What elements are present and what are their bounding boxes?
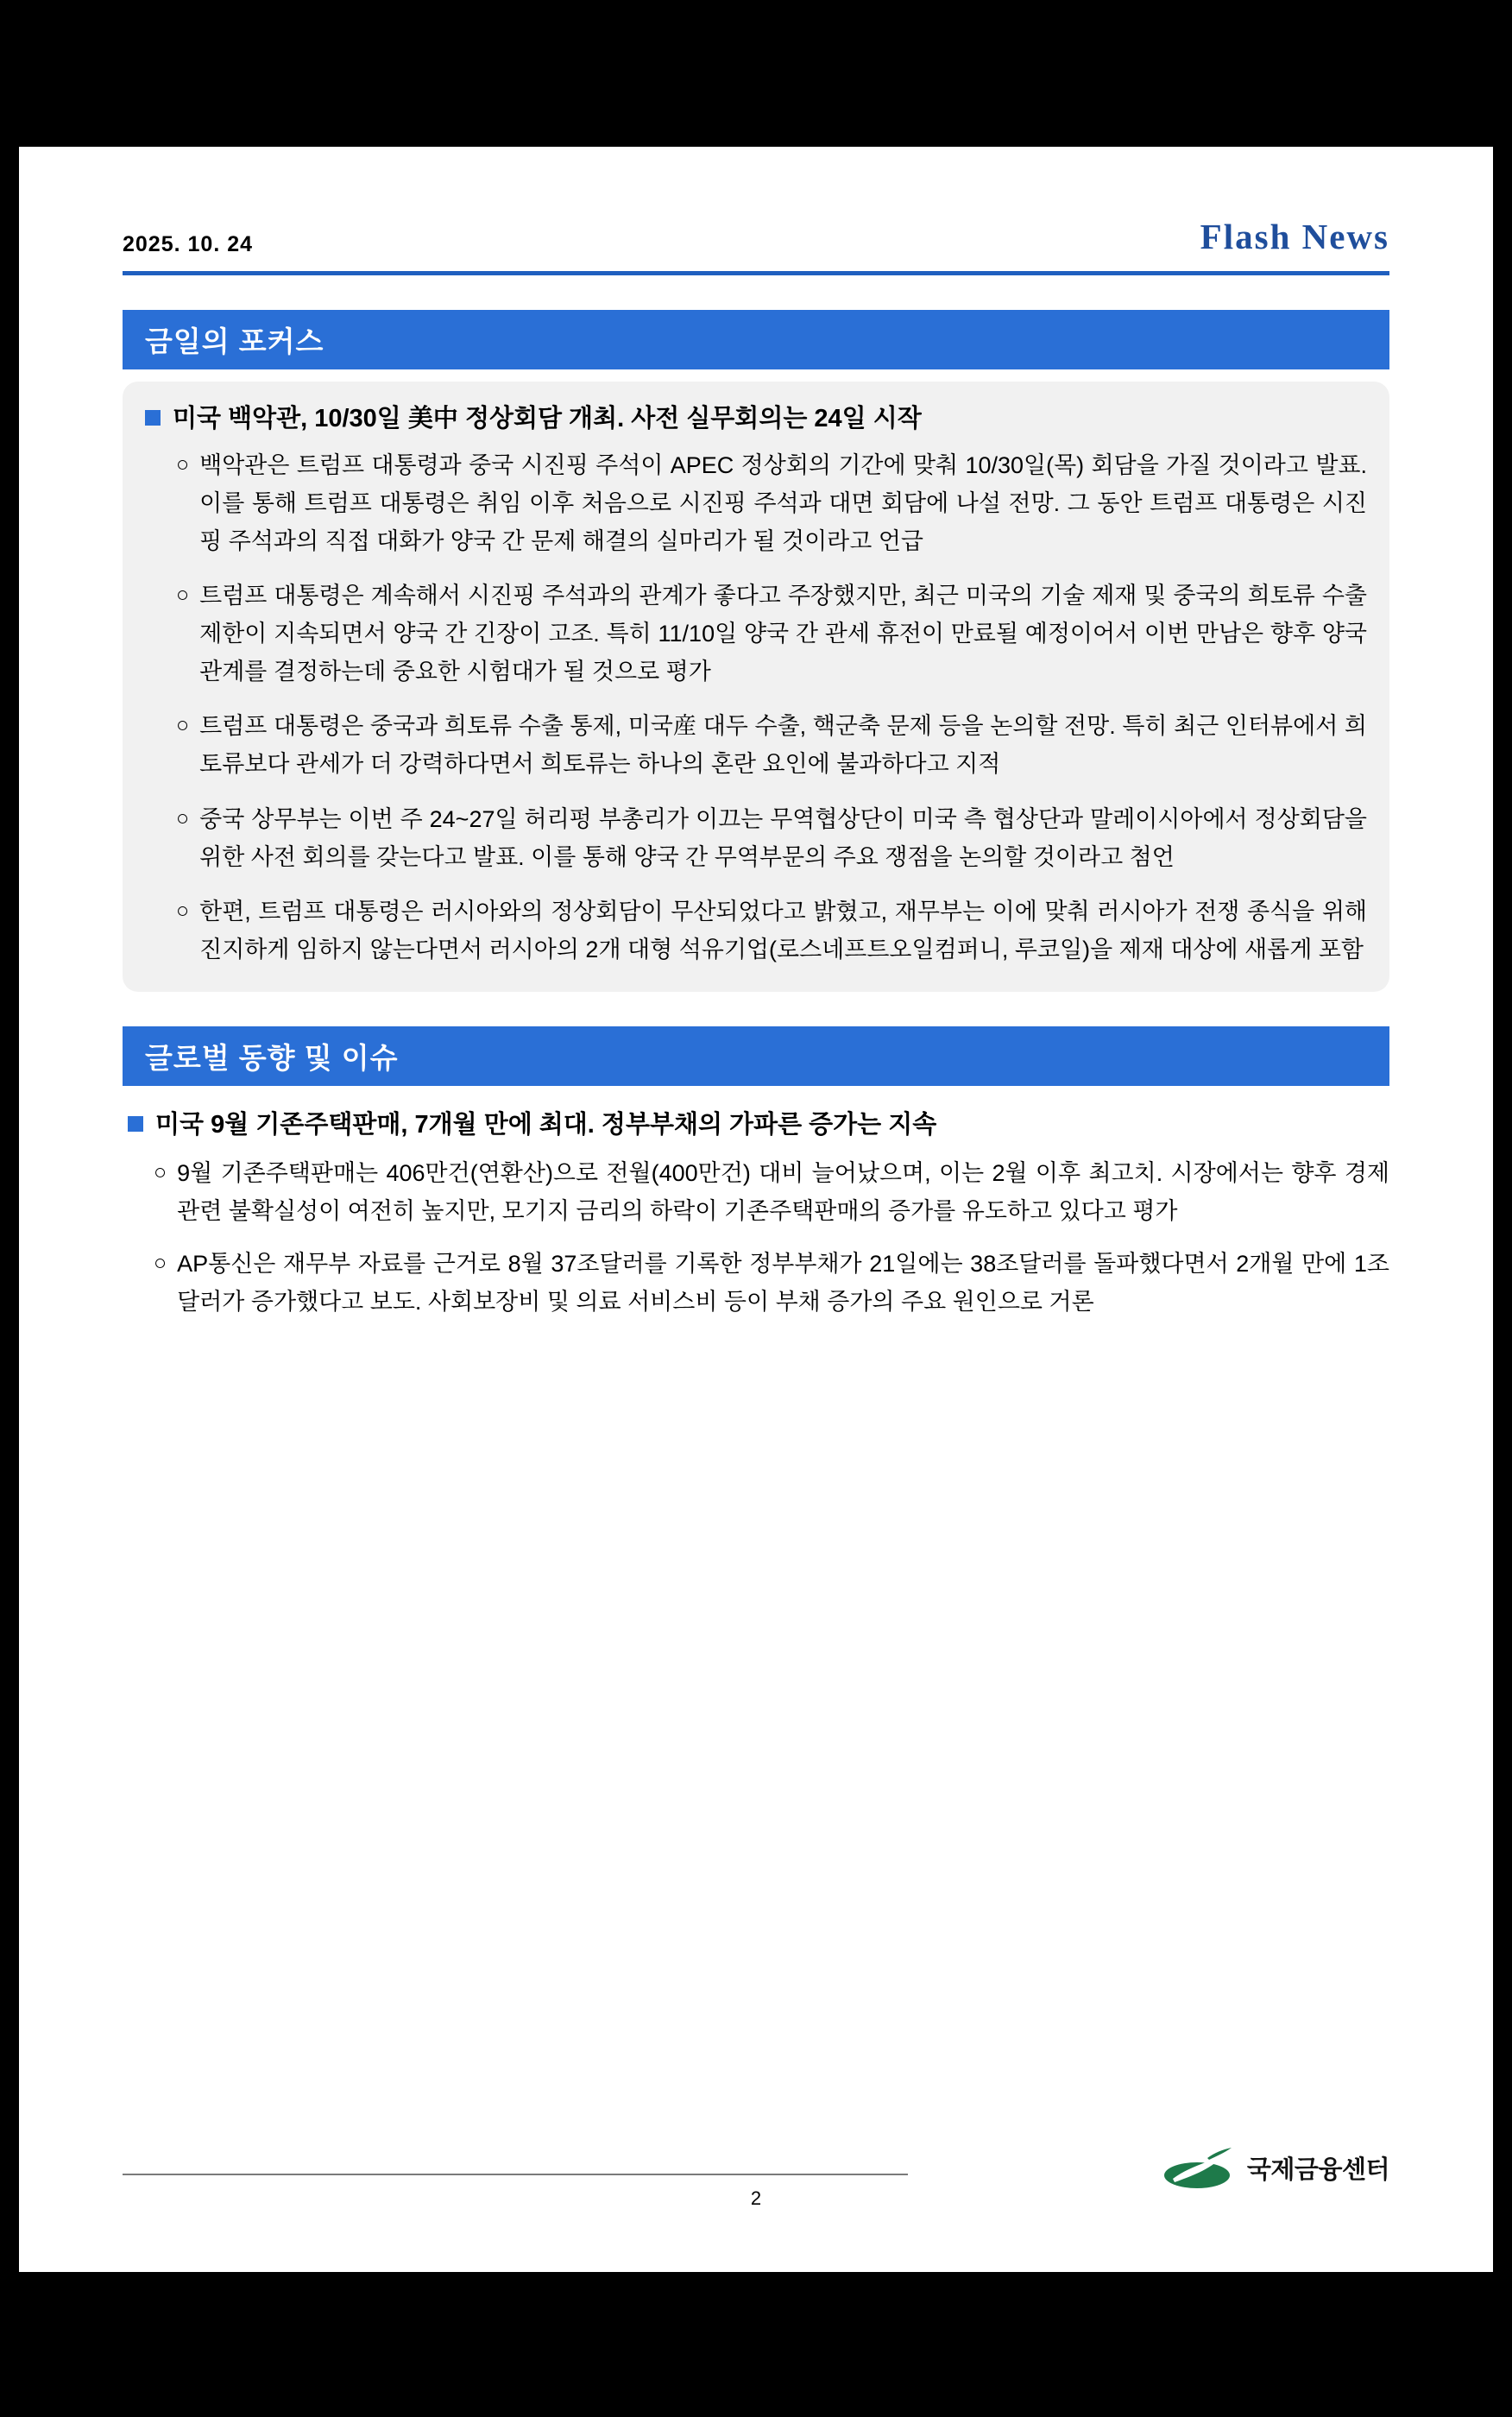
document-header [123,147,1389,266]
list-item [154,1246,1389,1321]
focus-content-box [123,382,1389,992]
list-item-text: 한편, 트럼프 대통령은 러시아와의 정상회담이 무산되었다고 밝혔고, 재무부는 이에 맞춰 러시아가 전쟁 종식을 위해 진지하게 임하지 않는다면서 러시아의 2개 대형 석유기업(로스네프트오일컴퍼니, 루코일)을 제재 대상에 새롭게 포함 [199,899,1367,963]
section-title-focus: 금일의 포커스 [123,310,1389,369]
circle-bullet-icon: ○ [176,583,190,608]
focus-headline [145,401,1367,437]
header-divider [123,271,1389,275]
circle-bullet-icon: ○ [176,805,190,830]
document-footer [123,2155,1389,2227]
organization-name: 국제금융센터 [1246,2155,1389,2184]
list-item-text: AP통신은 재무부 자료를 근거로 8월 37조달러를 기록한 정부부채가 21일에는 38조달러를 돌파했다면서 2개월 만에 1조 달러가 증가했다고 보도. 사회보장비 및 의료 서비스비 등이 부채 증가의 주요 원인으로 거론 [177,1251,1389,1316]
publication-brand-title: Flash News [1200,217,1389,256]
list-item [154,1155,1389,1230]
section-global [123,1026,1389,1322]
list-item [176,801,1367,876]
leaf-swoosh-icon [1162,2144,1237,2191]
list-item-text: 트럼프 대통령은 계속해서 시진핑 주석과의 관계가 좋다고 주장했지만, 최근 미국의 기술 제재 및 중국의 희토류 수출 제한이 지속되면서 양국 간 긴장이 고조. 특히 11/10일 양국 간 관세 휴전이 만료될 예정이어서 이번 만남은 향후 양국 관계를 결정하는데 중요한 시험대가 될 것으로 평가 [199,583,1367,685]
square-bullet-icon [128,1116,143,1132]
focus-headline-text: 미국 백악관, 10/30일 美中 정상회담 개최. 사전 실무회의는 24일 시작 [173,405,922,432]
list-item-text: 트럼프 대통령은 중국과 희토류 수출 통제, 미국産 대두 수출, 핵군축 문제 등을 논의할 전망. 특히 최근 인터뷰에서 희토류보다 관세가 더 강력하다면서 희토류는 하나의 혼란 요인에 불과하다고 지적 [199,713,1367,778]
global-headline-text: 미국 9월 기존주택판매, 7개월 만에 최대. 정부부채의 가파른 증가는 지속 [155,1110,937,1139]
document-page [19,147,1493,2272]
global-headline [128,1107,1389,1143]
organization-logo [1162,2144,1389,2191]
list-item-text: 9월 기존주택판매는 406만건(연환산)으로 전월(400만건) 대비 늘어났으며, 이는 2월 이후 최고치. 시장에서는 향후 경제 관련 불확실성이 여전히 높지만, 모기지 금리의 하락이 기존주택판매의 증가를 유도하고 있다고 평가 [177,1159,1389,1224]
list-item-text: 백악관은 트럼프 대통령과 중국 시진핑 주석이 APEC 정상회의 기간에 맞춰 10/30일(목) 회담을 가질 것이라고 발표. 이를 통해 트럼프 대통령은 취임 이후 처음으로 시진핑 주석과 대면 회담에 나설 전망. 그 동안 트럼프 대통령은 시진핑 주석과의 직접 대화가 양국 간 문제 해결의 실마리가 될 것이라고 언급 [199,452,1367,554]
section-focus [123,310,1389,992]
circle-bullet-icon: ○ [154,1251,167,1276]
publication-date: 2025. 10. 24 [123,232,254,256]
circle-bullet-icon: ○ [176,713,190,738]
list-item [176,447,1367,560]
list-item [176,577,1367,691]
circle-bullet-icon: ○ [154,1159,167,1184]
list-item [176,708,1367,783]
circle-bullet-icon: ○ [176,899,190,924]
list-item [176,893,1367,969]
square-bullet-icon [145,410,161,426]
list-item-text: 중국 상무부는 이번 주 24~27일 허리펑 부총리가 이끄는 무역협상단이 미국 측 협상단과 말레이시아에서 정상회담을 위한 사전 회의를 갖는다고 발표. 이를 통해 양국 간 무역부문의 주요 쟁점을 논의할 것이라고 첨언 [199,805,1367,870]
section-title-global: 글로벌 동향 및 이슈 [123,1026,1389,1086]
page-number: 2 [750,2187,762,2209]
circle-bullet-icon: ○ [176,452,190,477]
